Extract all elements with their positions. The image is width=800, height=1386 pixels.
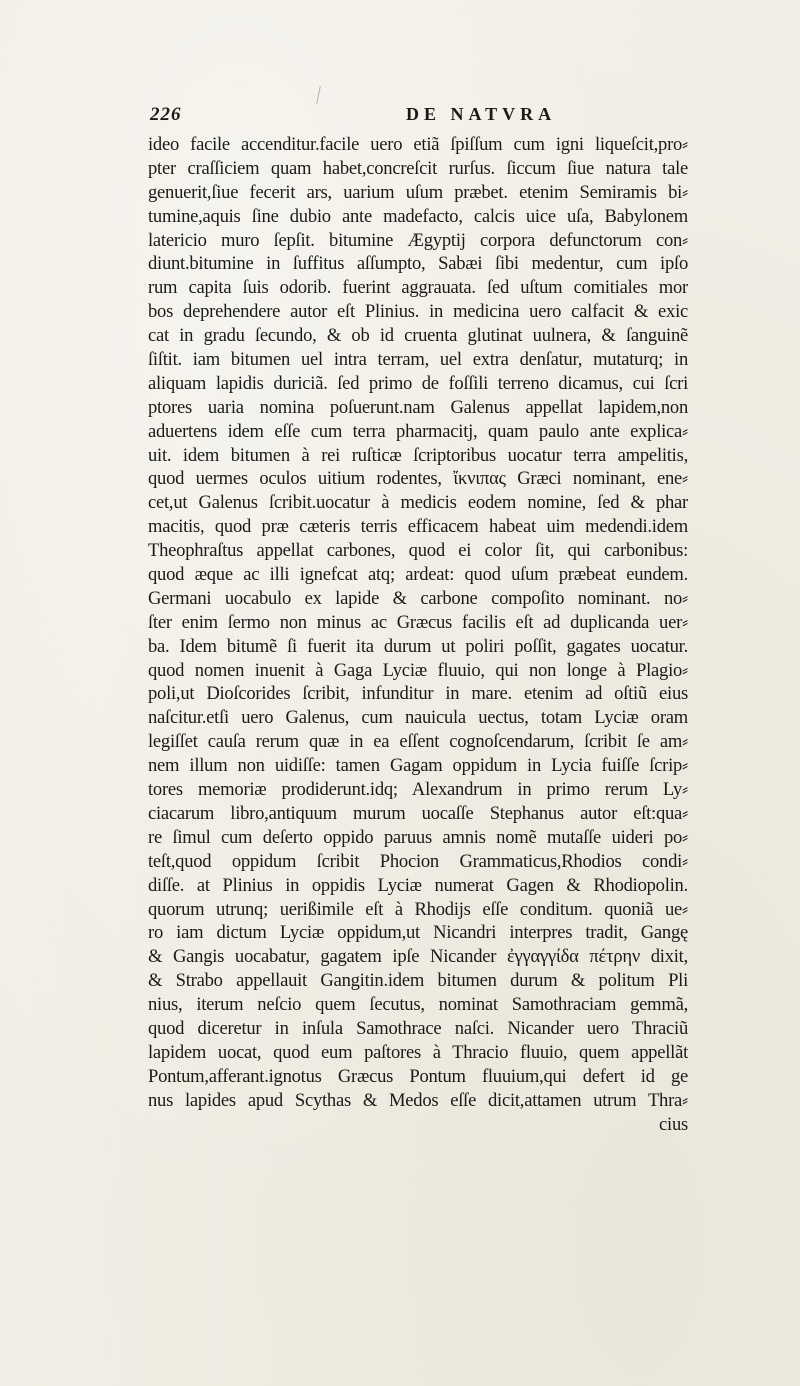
text-line: & Strabo appellauit Gangitin.idem bitumen durum & politum Pli: [148, 970, 688, 992]
text-line: teſt,quod oppidum ſcribit Phocion Grammaticus,Rhodios condi⸗: [148, 850, 688, 872]
text-line: diunt.bitumine in ſuffitus aſſumpto, Sabæi ſibi medentur, cum ipſo: [148, 253, 688, 275]
text-line: poli,ut Dioſcorides ſcribit, infunditur in mare. etenim ad oſtiũ eius: [148, 683, 688, 705]
text-line: quod æque ac illi ignefcat atq; ardeat: quod uſum præbeat eundem.: [148, 564, 688, 586]
text-line: cat in gradu ſecundo, & ob id cruenta glutinat uulnera, & ſanguinẽ: [148, 325, 688, 347]
text-line: nus lapides apud Scythas & Medos eſſe dicit,attamen utrum Thra⸗: [148, 1089, 688, 1111]
text-line: macitis, quod præ cæteris terris efficacem habeat uim medendi.idem: [148, 516, 688, 538]
text-line: ideo facile accenditur.facile uero etiã ſpiſſum cum igni liqueſcit,pro⸗: [148, 134, 688, 155]
running-head: DE NATVRA: [406, 104, 557, 124]
body-text: [148, 133, 688, 1136]
text-line: nius, iterum neſcio quem ſecutus, nominat Samothraciam gemmã,: [148, 994, 688, 1016]
text-line: genuerit,ſiue fecerit ars, uarium uſum præbet. etenim Semiramis bi⸗: [148, 181, 688, 203]
text-line: ba. Idem bitumẽ ſi fuerit ita durum ut poliri poſſit, gagates uocatur.: [148, 635, 688, 657]
text-line: quod uermes oculos uitium rodentes, ἴκνιπας Græci nominant, ene⸗: [148, 468, 688, 490]
text-line: bos deprehendere autor eſt Plinius. in medicina uero calfacit & exic: [148, 301, 688, 323]
text-line: nem illum non uidiſſe: tamen Gagam oppidum in Lycia fuiſſe ſcrip⸗: [148, 755, 688, 777]
text-line: ſiſtit. iam bitumen uel intra terram, uel extra denſatur, mutaturq; in: [148, 349, 688, 371]
text-line: ro iam dictum Lyciæ oppidum,ut Nicandri interpres tradit, Gangę: [148, 922, 688, 944]
text-line: Germani uocabulo ex lapide & carbone compoſito nominant. no⸗: [148, 587, 688, 609]
text-line: & Gangis uocabatur, gagatem ipſe Nicander ἐγγαγγίδα πέτρην dixit,: [148, 946, 688, 968]
text-line: legiſſet cauſa rerum quæ in ea eſſent cognoſcendarum, ſcribit ſe am⸗: [148, 731, 688, 753]
text-line: lapidem uocat, quod eum paſtores à Thracio fluuio, quem appellãt: [148, 1041, 688, 1063]
text-line: ſter enim ſermo non minus ac Græcus facilis eſt ad duplicanda uer⸗: [148, 611, 688, 633]
text-line: aliquam lapidis duriciã. ſed primo de foſſili terreno dicamus, cui ſcri: [148, 372, 688, 394]
text-line: re ſimul cum deſerto oppido paruus amnis nomẽ mutaſſe uideri po⸗: [148, 826, 688, 848]
ink-mark: [316, 86, 321, 104]
text-line: tores memoriæ prodiderunt.idq; Alexandrum in primo rerum Ly⸗: [148, 779, 688, 801]
text-line: quod nomen inuenit à Gaga Lyciæ fluuio, qui non longe à Plagio⸗: [148, 659, 688, 681]
text-line: ciacarum libro,antiquum murum uocaſſe Stephanus autor eſt:qua⸗: [148, 802, 688, 824]
text-line: cet,ut Galenus ſcribit.uocatur à medicis eodem nomine, ſed & phar: [148, 492, 688, 514]
text-line: cius: [659, 1113, 688, 1135]
text-line: rum capita ſuis odorib. fuerint aggrauata. ſed uſtum comitiales mor: [148, 277, 688, 299]
text-line: quorum utrunq; uerißimile eſt à Rhodijs eſſe conditum. quoniã ue⸗: [148, 898, 688, 920]
text-line: Pontum,afferant.ignotus Græcus Pontum fluuium,qui defert id ge: [148, 1065, 688, 1087]
text-line: aduertens idem eſſe cum terra pharmacitj, quam paulo ante explica⸗: [148, 420, 688, 442]
text-line: naſcitur.etſi uero Galenus, cum nauicula uectus, totam Lyciæ oram: [148, 707, 688, 729]
text-line: diſſe. at Plinius in oppidis Lyciæ numerat Gagen & Rhodiopolin.: [148, 874, 688, 896]
text-line: uit. idem bitumen à rei ruſticæ ſcriptoribus uocatur terra ampelitis,: [148, 444, 688, 466]
text-line: Theophraſtus appellat carbones, quod ei color ſit, qui carbonibus:: [148, 540, 688, 562]
text-line: quod diceretur in inſula Samothrace naſci. Nicander uero Thraciũ: [148, 1017, 688, 1039]
text-line: latericio muro ſepſit. bitumine Ægyptij corpora defunctorum con⸗: [148, 229, 688, 251]
text-line: tumine,aquis ſine dubio ante madefacto, calcis uice uſa, Babylonem: [148, 205, 688, 227]
page-number: 226: [150, 104, 182, 125]
text-line: pter craſſiciem quam habet,concreſcit rurſus. ſiccum ſiue natura tale: [148, 157, 688, 179]
page-header: [150, 104, 670, 130]
text-line: ptores uaria nomina poſuerunt.nam Galenus appellat lapidem,non: [148, 396, 688, 418]
